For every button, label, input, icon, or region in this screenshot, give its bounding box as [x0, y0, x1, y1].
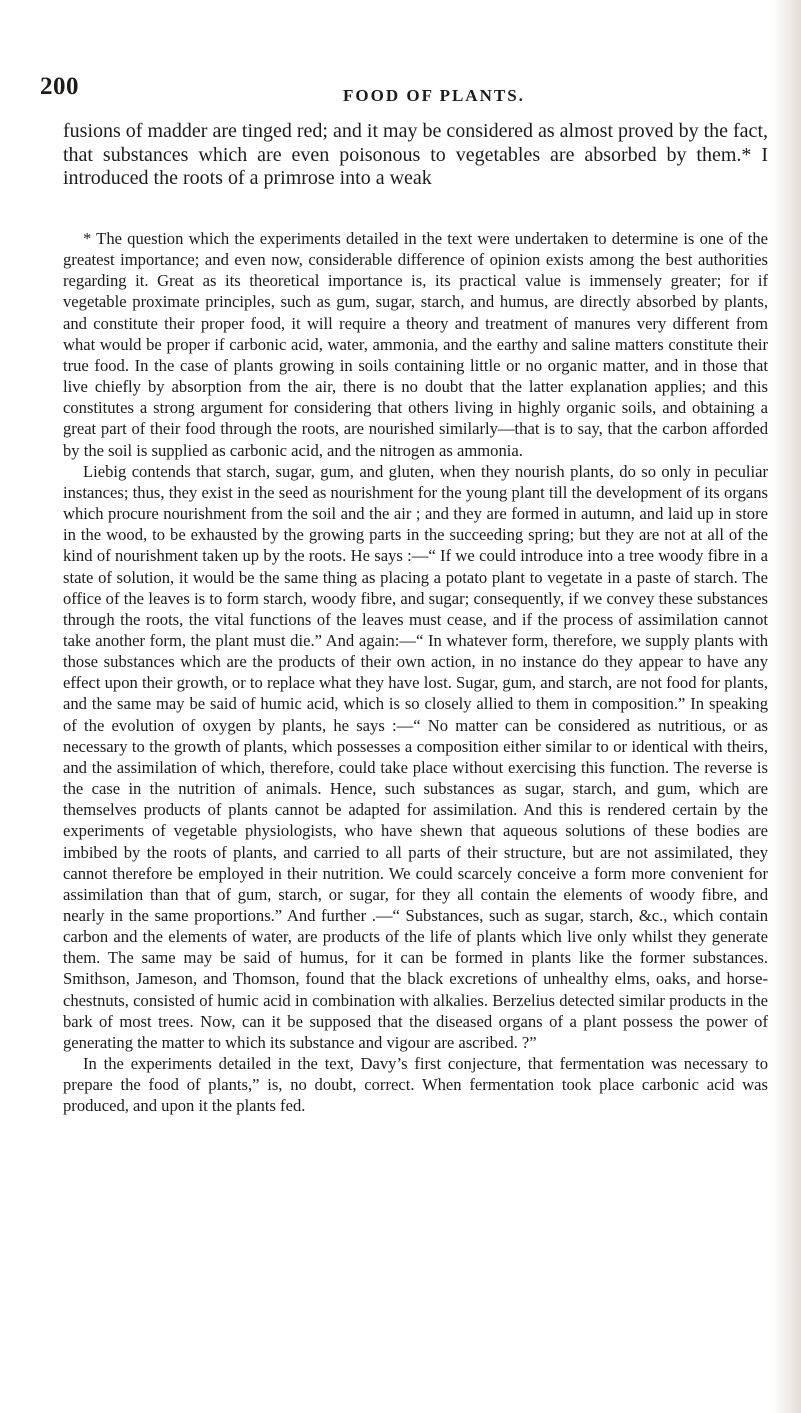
main-paragraph: fusions of madder are tinged red; and it may be considered as almost proved by the fact, that substances which are even poisonous to vegetables are absorbed by them.* I introduced the roots of a primrose into a weak — [63, 120, 768, 189]
running-title: FOOD OF PLANTS. — [343, 86, 525, 105]
main-text — [63, 120, 768, 191]
footnote-paragraph-2: Liebig contends that starch, sugar, gum, and gluten, when they nourish plants, do so only in peculiar instances; thus, they exist in the seed as nourishment for the young plant till the development of its organs which procure nourishment from the soil and the air ; and they are formed in autumn, and laid up in store in the wood, to be exhausted by the growing parts in the succeeding spring; but they are not at all of the kind of nourishment taken up by the roots. He says :—“ If we could introduce into a tree woody fibre in a state of solution, it would be the same thing as placing a potato plant to vegetate in a paste of starch. The office of the leaves is to form starch, woody fibre, and sugar; consequently, if we convey these substances through the roots, the vital functions of the leaves must cease, and if the process of assimilation cannot take another form, the plant must die.” And again:—“ In whatever form, therefore, we supply plants with those substances which are the products of their own action, in no instance do they appear to have any effect upon their growth, or to replace what they have lost. Sugar, gum, and starch, are not food for plants, and the same may be said of humic acid, which is so closely allied to them in composition.” In speaking of the evolution of oxygen by plants, he says :—“ No matter can be considered as nutritious, or as necessary to the growth of plants, which possesses a composition either similar to or identical with theirs, and the assimilation of which, therefore, could take place without exercising this function. The reverse is the case in the nutrition of animals. Hence, such substances as sugar, starch, and gum, which are themselves products of plants cannot be adapted for assimilation. And this is rendered certain by the experiments of vegetable physiologists, who have shewn that aqueous solutions of these bodies are imbibed by the roots of plants, and carried to all parts of their structure, but are not assimilated, they cannot therefore be employed in their nutrition. We could scarcely conceive a form more convenient for assimilation than that of gum, starch, or sugar, for they all contain the elements of woody fibre, and nearly in the same proportions.” And further .—“ Substances, such as sugar, starch, &c., which contain carbon and the elements of water, are products of the life of plants which live only whilst they generate them. The same may be said of humus, for it can be formed in plants like the former substances. Smithson, Jameson, and Thomson, found that the black excretions of unhealthy elms, oaks, and horse-chestnuts, consisted of humic acid in combination with alkalies. Berzelius detected similar products in the bark of most trees. Now, can it be supposed that the diseased organs of a plant possess the power of generating the matter to which its substance and vigour are ascribed. ?” — [63, 461, 768, 1052]
footnote-paragraph-1: * The question which the experiments detailed in the text were undertaken to determine is one of the greatest importance; and even now, considerable difference of opinion exists among the best authorities regarding it. Great as its theoretical importance is, its practical value is immensely greater; for if vegetable proximate principles, such as gum, sugar, starch, and humus, are directly absorbed by plants, and constitute their proper food, it will require a theory and treatment of manures very different from what would be proper if carbonic acid, water, ammonia, and the earthy and saline matters constitute their true food. In the case of plants growing in soils containing little or no organic matter, and in those that live chiefly by absorption from the air, there is no doubt that the latter explanation applies; and this constitutes a strong argument for considering that others living in highly organic soils, and obtaining a great part of their food through the roots, are nourished similarly—that is to say, that the carbon afforded by the soil is supplied as carbonic acid, and the nitrogen as ammonia. — [63, 229, 768, 460]
footnote — [63, 228, 768, 1117]
page-edge-shadow — [773, 0, 801, 1413]
footnote-paragraph-3: In the experiments detailed in the text, Davy’s first conjecture, that fermentation was necessary to prepare the food of plants,” is, no doubt, correct. When fermentation took place carbonic acid was produced, and upon it the plants fed. — [63, 1054, 768, 1116]
page-number: 200 — [40, 73, 79, 100]
